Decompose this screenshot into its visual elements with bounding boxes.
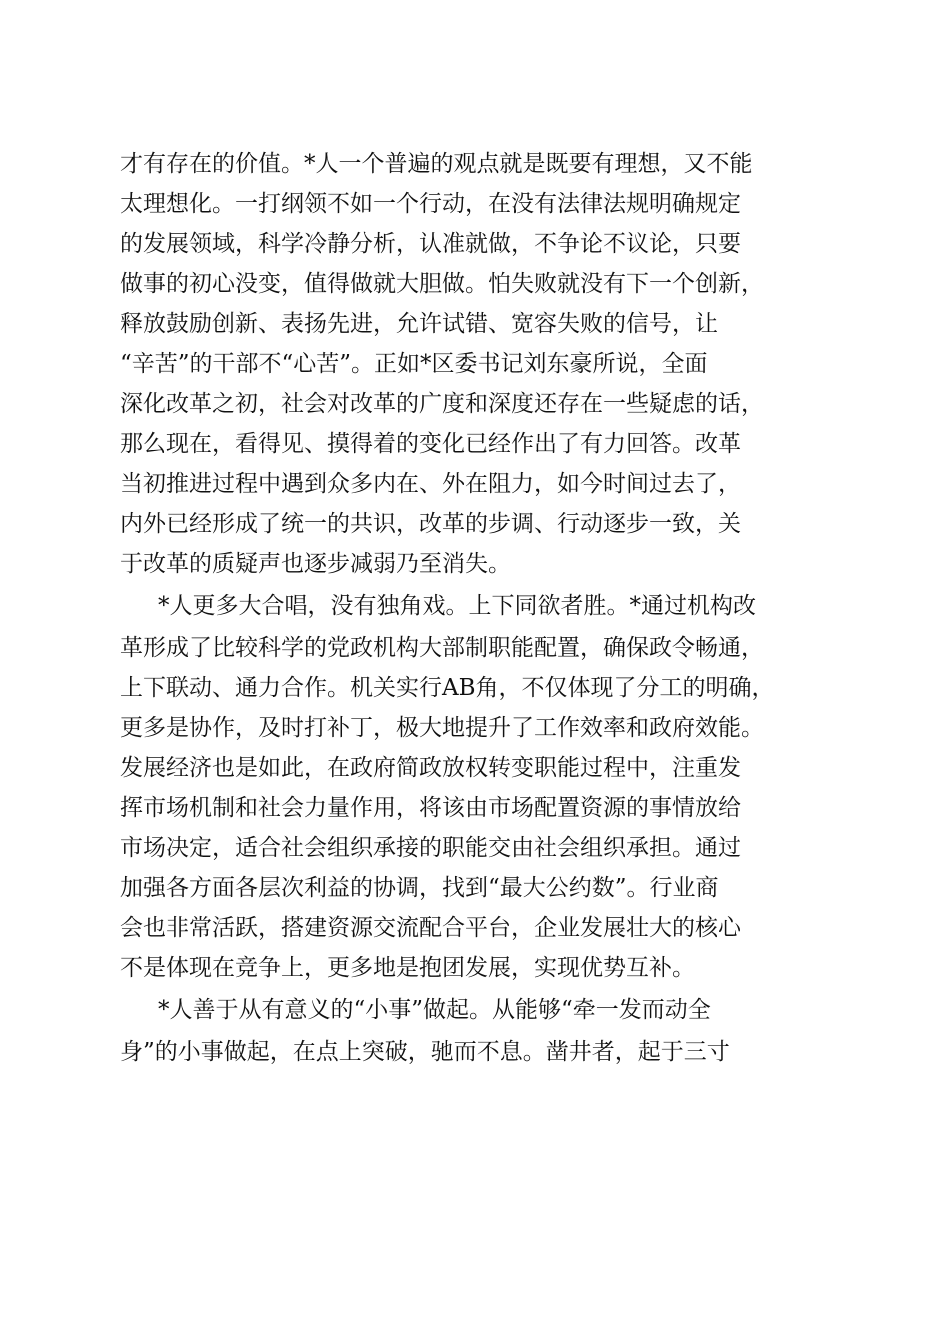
- text-line: 深化改革之初，社会对改革的广度和深度还存在一些疑虑的话，: [120, 391, 764, 417]
- text-line: 加强各方面各层次利益的协调，找到“最大公约数”。行业商: [120, 875, 719, 901]
- text-line: 更多是协作，及时打补丁，极大地提升了工作效率和政府效能。: [120, 715, 764, 741]
- text-line: “辛苦”的干部不“心苦”。正如*区委书记刘东豪所说，全面: [120, 351, 708, 377]
- text-line: 市场决定，适合社会组织承接的职能交由社会组织承担。通过: [120, 835, 741, 861]
- text-line: 内外已经形成了统一的共识，改革的步调、行动逐步一致，关: [120, 511, 741, 537]
- text-line: 做事的初心没变，值得做就大胆做。怕失败就没有下一个创新，: [120, 271, 764, 297]
- text-line: 释放鼓励创新、表扬先进，允许试错、宽容失败的信号，让: [120, 311, 718, 337]
- text-line: 当初推进过程中遇到众多内在、外在阻力，如今时间过去了，: [120, 471, 741, 497]
- text-line: 会也非常活跃，搭建资源交流配合平台，企业发展壮大的核心: [120, 915, 741, 941]
- text-line: 革形成了比较科学的党政机构大部制职能配置，确保政令畅通，: [120, 635, 764, 661]
- text-line: *人善于从有意义的“小事”做起。从能够“牵一发而动全: [158, 997, 711, 1023]
- text-line: 不是体现在竞争上，更多地是抱团发展，实现优势互补。: [120, 955, 695, 981]
- text-line: 那么现在，看得见、摸得着的变化已经作出了有力回答。改革: [120, 431, 741, 457]
- document-body: [120, 144, 842, 1072]
- text-line: 的发展领域，科学冷静分析，认准就做，不争论不议论，只要: [120, 231, 741, 257]
- text-line: *人更多大合唱，没有独角戏。上下同欲者胜。*通过机构改: [158, 593, 756, 619]
- text-line: 于改革的质疑声也逐步减弱乃至消失。: [120, 551, 511, 577]
- text-line: 上下联动、通力合作。机关实行AB角，不仅体现了分工的明确，: [120, 675, 775, 701]
- text-line: 才有存在的价值。*人一个普遍的观点就是既要有理想，又不能: [120, 151, 753, 177]
- text-line: 太理想化。一打纲领不如一个行动，在没有法律法规明确规定: [120, 191, 741, 217]
- text-line: 身”的小事做起，在点上突破，驰而不息。凿井者，起于三寸: [120, 1039, 730, 1065]
- text-line: 挥市场机制和社会力量作用，将该由市场配置资源的事情放给: [120, 795, 741, 821]
- text-line: 发展经济也是如此，在政府简政放权转变职能过程中，注重发: [120, 755, 741, 781]
